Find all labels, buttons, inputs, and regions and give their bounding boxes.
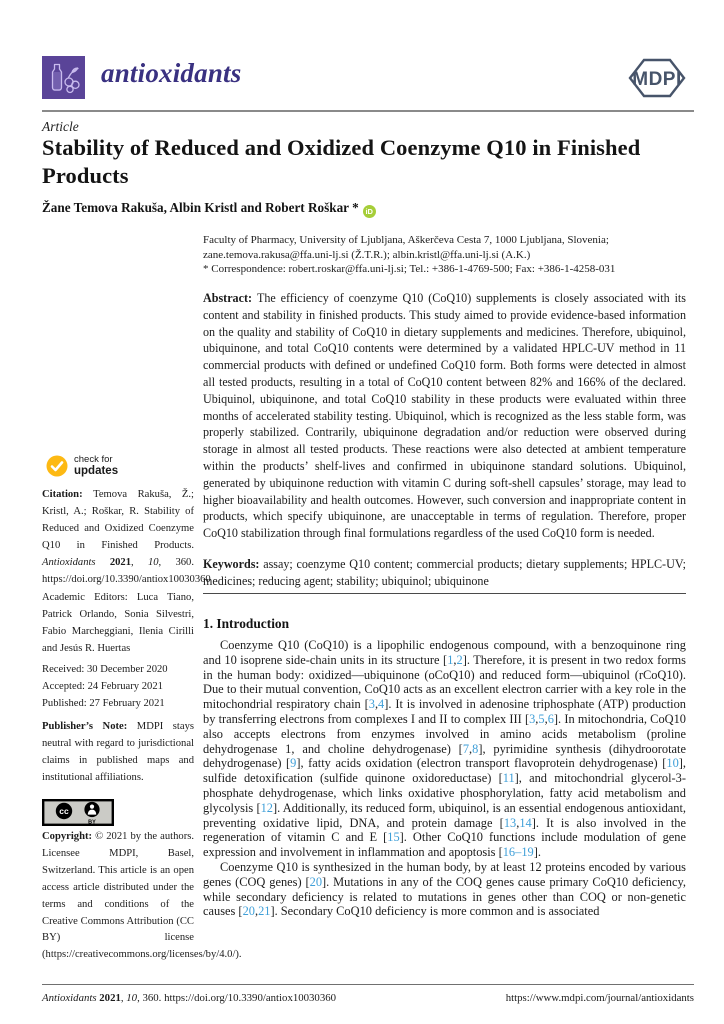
author-names: Žane Temova Rakuša, Albin Kristl and Robert Roškar * bbox=[42, 200, 359, 215]
authors-line bbox=[42, 200, 376, 218]
check-for-updates-badge[interactable] bbox=[46, 455, 118, 477]
cc-by-person-icon bbox=[84, 802, 99, 817]
mdpi-logo[interactable] bbox=[618, 53, 696, 103]
citation-ref[interactable]: 9 bbox=[290, 756, 297, 771]
citation-ref[interactable]: 2 bbox=[456, 652, 463, 667]
footer-citation: Antioxidants 2021, 10, 360. https://doi.org/10.3390/antiox10030360 bbox=[42, 992, 337, 1004]
citation-ref[interactable]: 10 bbox=[666, 756, 679, 771]
cc-by-label: BY bbox=[88, 819, 96, 826]
citation-note: Citation: Temova Rakuša, Ž.; Kristl, A.; Roškar, R. Stability of Reduced and Oxidized Coenzyme Q10 in Finished Products. Antioxidants 2021, 10, 360. https://doi.org/10.3390/antiox10030360 bbox=[42, 489, 211, 585]
antioxidants-journal-logo[interactable] bbox=[42, 56, 85, 99]
citation-ref[interactable]: 20 bbox=[242, 904, 255, 919]
citation-ref[interactable]: 11 bbox=[502, 771, 515, 786]
footer-journal-url[interactable]: https://www.mdpi.com/journal/antioxidants bbox=[505, 992, 694, 1004]
section-heading-introduction: 1. Introduction bbox=[203, 616, 290, 631]
publishers-note: Publisher’s Note: MDPI stays neutral with regard to jurisdictional claims in published maps and institutional affiliations. bbox=[42, 721, 194, 783]
received-date: Received: 30 December 2020 bbox=[42, 664, 168, 675]
affiliation-block bbox=[203, 233, 686, 277]
check-for-updates-label: check for updates bbox=[74, 454, 119, 477]
mdpi-logo-text: MDPI bbox=[632, 69, 682, 90]
citation-ref[interactable]: 4 bbox=[378, 697, 385, 712]
history-dates bbox=[42, 662, 194, 713]
abstract-paragraph: Abstract: The efficiency of coenzyme Q10 (CoQ10) supplements is closely associated with its content and stability in finished products. This study aimed to provide evidence-based information on the quality and stability of CoQ10 in dietary supplements and medicines. Therefore, ubiquinol, ubiquinone, and total CoQ10 contents were determined by a validated HPLC-UV method in 11 commercial products with defined or undefined CoQ10 form. Both forms were detected in almost all tested products, resulting in a total of CoQ10 content between 82% and 166% of the declared. Ubiquinol, ubiquinone, and total CoQ10 stability in these products were evaluated within three months of accelerated stability testing. Ubiquinol, which is recognized as the less stable form, was properly stabilized. Contrarily, ubiquinone degradation and/or reduction were observed during storage in almost all tested products. These reactions were also detected at ambient temperature within the products’ shelf-lives and confirmed in ubiquinone standard solutions. Ubiquinol, generated by ubiquinone reduction with vitamin C during soft-shell capsules’ storage, may lead to higher bioavailability and health outcomes. However, such conversion and inappropriate content in products, which specify ubiquinone, are unacceptable in terms of regulation. Therefore, proper CoQ10 stabilization through final formulations regardless of the used CoQ10 form is needed. bbox=[203, 291, 686, 541]
citation-ref[interactable]: 13 bbox=[503, 815, 517, 830]
keywords-paragraph: Keywords: assay; coenzyme Q10 content; commercial products; dietary supplements; HPLC-UV; medicines; reducing agent; stability; ubiquinol; ubiquinone bbox=[203, 557, 687, 588]
academic-editors-note: Academic Editors: Luca Tiano, Patrick Orlando, Sonia Silvestri, Fabio Marcheggiani, Ilenia Cirilli and Jesús R. Huertas bbox=[42, 592, 194, 654]
orcid-icon[interactable]: iD bbox=[363, 205, 376, 218]
citation-ref[interactable]: 3 bbox=[529, 711, 536, 726]
citation-ref[interactable]: 21 bbox=[258, 904, 271, 919]
citation-ref[interactable]: 16–19 bbox=[502, 845, 534, 860]
citation-ref[interactable]: 1 bbox=[447, 652, 454, 667]
citation-ref[interactable]: 7 bbox=[462, 741, 470, 756]
journal-name: antioxidants bbox=[101, 58, 242, 88]
citation-ref[interactable]: 20 bbox=[309, 874, 323, 889]
article-title: Stability of Reduced and Oxidized Coenzyme Q10 in Finished Products bbox=[42, 135, 641, 188]
citation-ref[interactable]: 6 bbox=[547, 711, 554, 726]
cc-by-license-badge[interactable] bbox=[42, 799, 114, 826]
article-type-label: Article bbox=[42, 119, 79, 134]
cc-icon-label: cc bbox=[59, 806, 69, 817]
accepted-date: Accepted: 24 February 2021 bbox=[42, 680, 163, 692]
correspondence-line: * Correspondence: robert.roskar@ffa.uni-lj.si; Tel.: +386-1-4769-500; Fax: +386-1-4258-031 bbox=[203, 263, 616, 276]
paragraph: Coenzyme Q10 is synthesized in the human body, by at least 12 proteins encoded by various genes (COQ genes) [20]. Mutations in any of the COQ genes cause primary CoQ10 deficiency, while secondary deficiency is related to mutations in genes other than COQ or non-genetic causes [20,21]. Secondary CoQ10 deficiency is more common and is associated bbox=[203, 859, 686, 919]
affiliation-emails-line: zane.temova.rakusa@ffa.uni-lj.si (Ž.T.R.); albin.kristl@ffa.uni-lj.si (A.K.) bbox=[203, 248, 531, 261]
published-date: Published: 27 February 2021 bbox=[42, 697, 165, 709]
copyright-note: Copyright: © 2021 by the authors. Licensee MDPI, Basel, Switzerland. This article is an open access article distributed under the terms and conditions of the Creative Commons Attribution (CC BY) license (https://creativecommons.org/licenses/by/4.0/). bbox=[42, 831, 242, 961]
citation-ref[interactable]: 8 bbox=[472, 741, 479, 756]
citation-ref[interactable]: 15 bbox=[387, 830, 400, 845]
citation-ref[interactable]: 12 bbox=[260, 800, 273, 815]
footer-divider bbox=[42, 984, 694, 985]
abstract-divider bbox=[203, 593, 686, 594]
affiliation-line: Faculty of Pharmacy, University of Ljubljana, Aškerčeva Cesta 7, 1000 Ljubljana, Slovenia; bbox=[203, 234, 609, 246]
citation-ref[interactable]: 3 bbox=[368, 697, 375, 712]
header-divider bbox=[42, 110, 694, 112]
citation-ref[interactable]: 14 bbox=[519, 815, 532, 830]
introduction-text bbox=[203, 638, 686, 919]
crossmark-check-icon bbox=[46, 455, 68, 477]
paragraph: Coenzyme Q10 (CoQ10) is a lipophilic endogenous compound, with a benzoquinone ring and 10 isoprene side-chain units in its structure [1,2]. Therefore, it is present in two redox forms in the human body: oxidized—ubiquinone (oCoQ10) and reduced form—ubiquinol (rCoQ10). Due to their mutual convention, CoQ10 acts as an excellent electron carrier with a key role in the mitochondrial respiratory chain [3,4]. It is involved in adenosine triphosphate (ATP) production by transferring electrons from complexes I and II to complex III [3,5,6]. In mitochondria, CoQ10 also accepts electrons from enzymes involved in amino acids metabolism (proline dehydrogenase 1, and choline dehydrogenase) [7,8], pyrimidine synthesis (dihydroorotate dehydrogenase) [9], fatty acids oxidation (electron transport flavoprotein dehydrogenase) [10], sulfide detoxification (sulfide quinone oxidoreductase) [11], and mitochondrial glycerol-3-phosphate dehydrogenase, which links oxidative phosphorylation, fatty acid metabolism and glycolysis [12]. Additionally, its reduced form, ubiquinol, is an essential endogenous antioxidant, preventing oxidative lipid, DNA, and protein damage [13,14]. It is also involved in the regeneration of vitamin C and E [15]. Other CoQ10 functions include modulation of gene expression and involvement in inflammation and apoptosis [16–19]. bbox=[203, 638, 686, 860]
citation-ref[interactable]: 5 bbox=[538, 711, 545, 726]
